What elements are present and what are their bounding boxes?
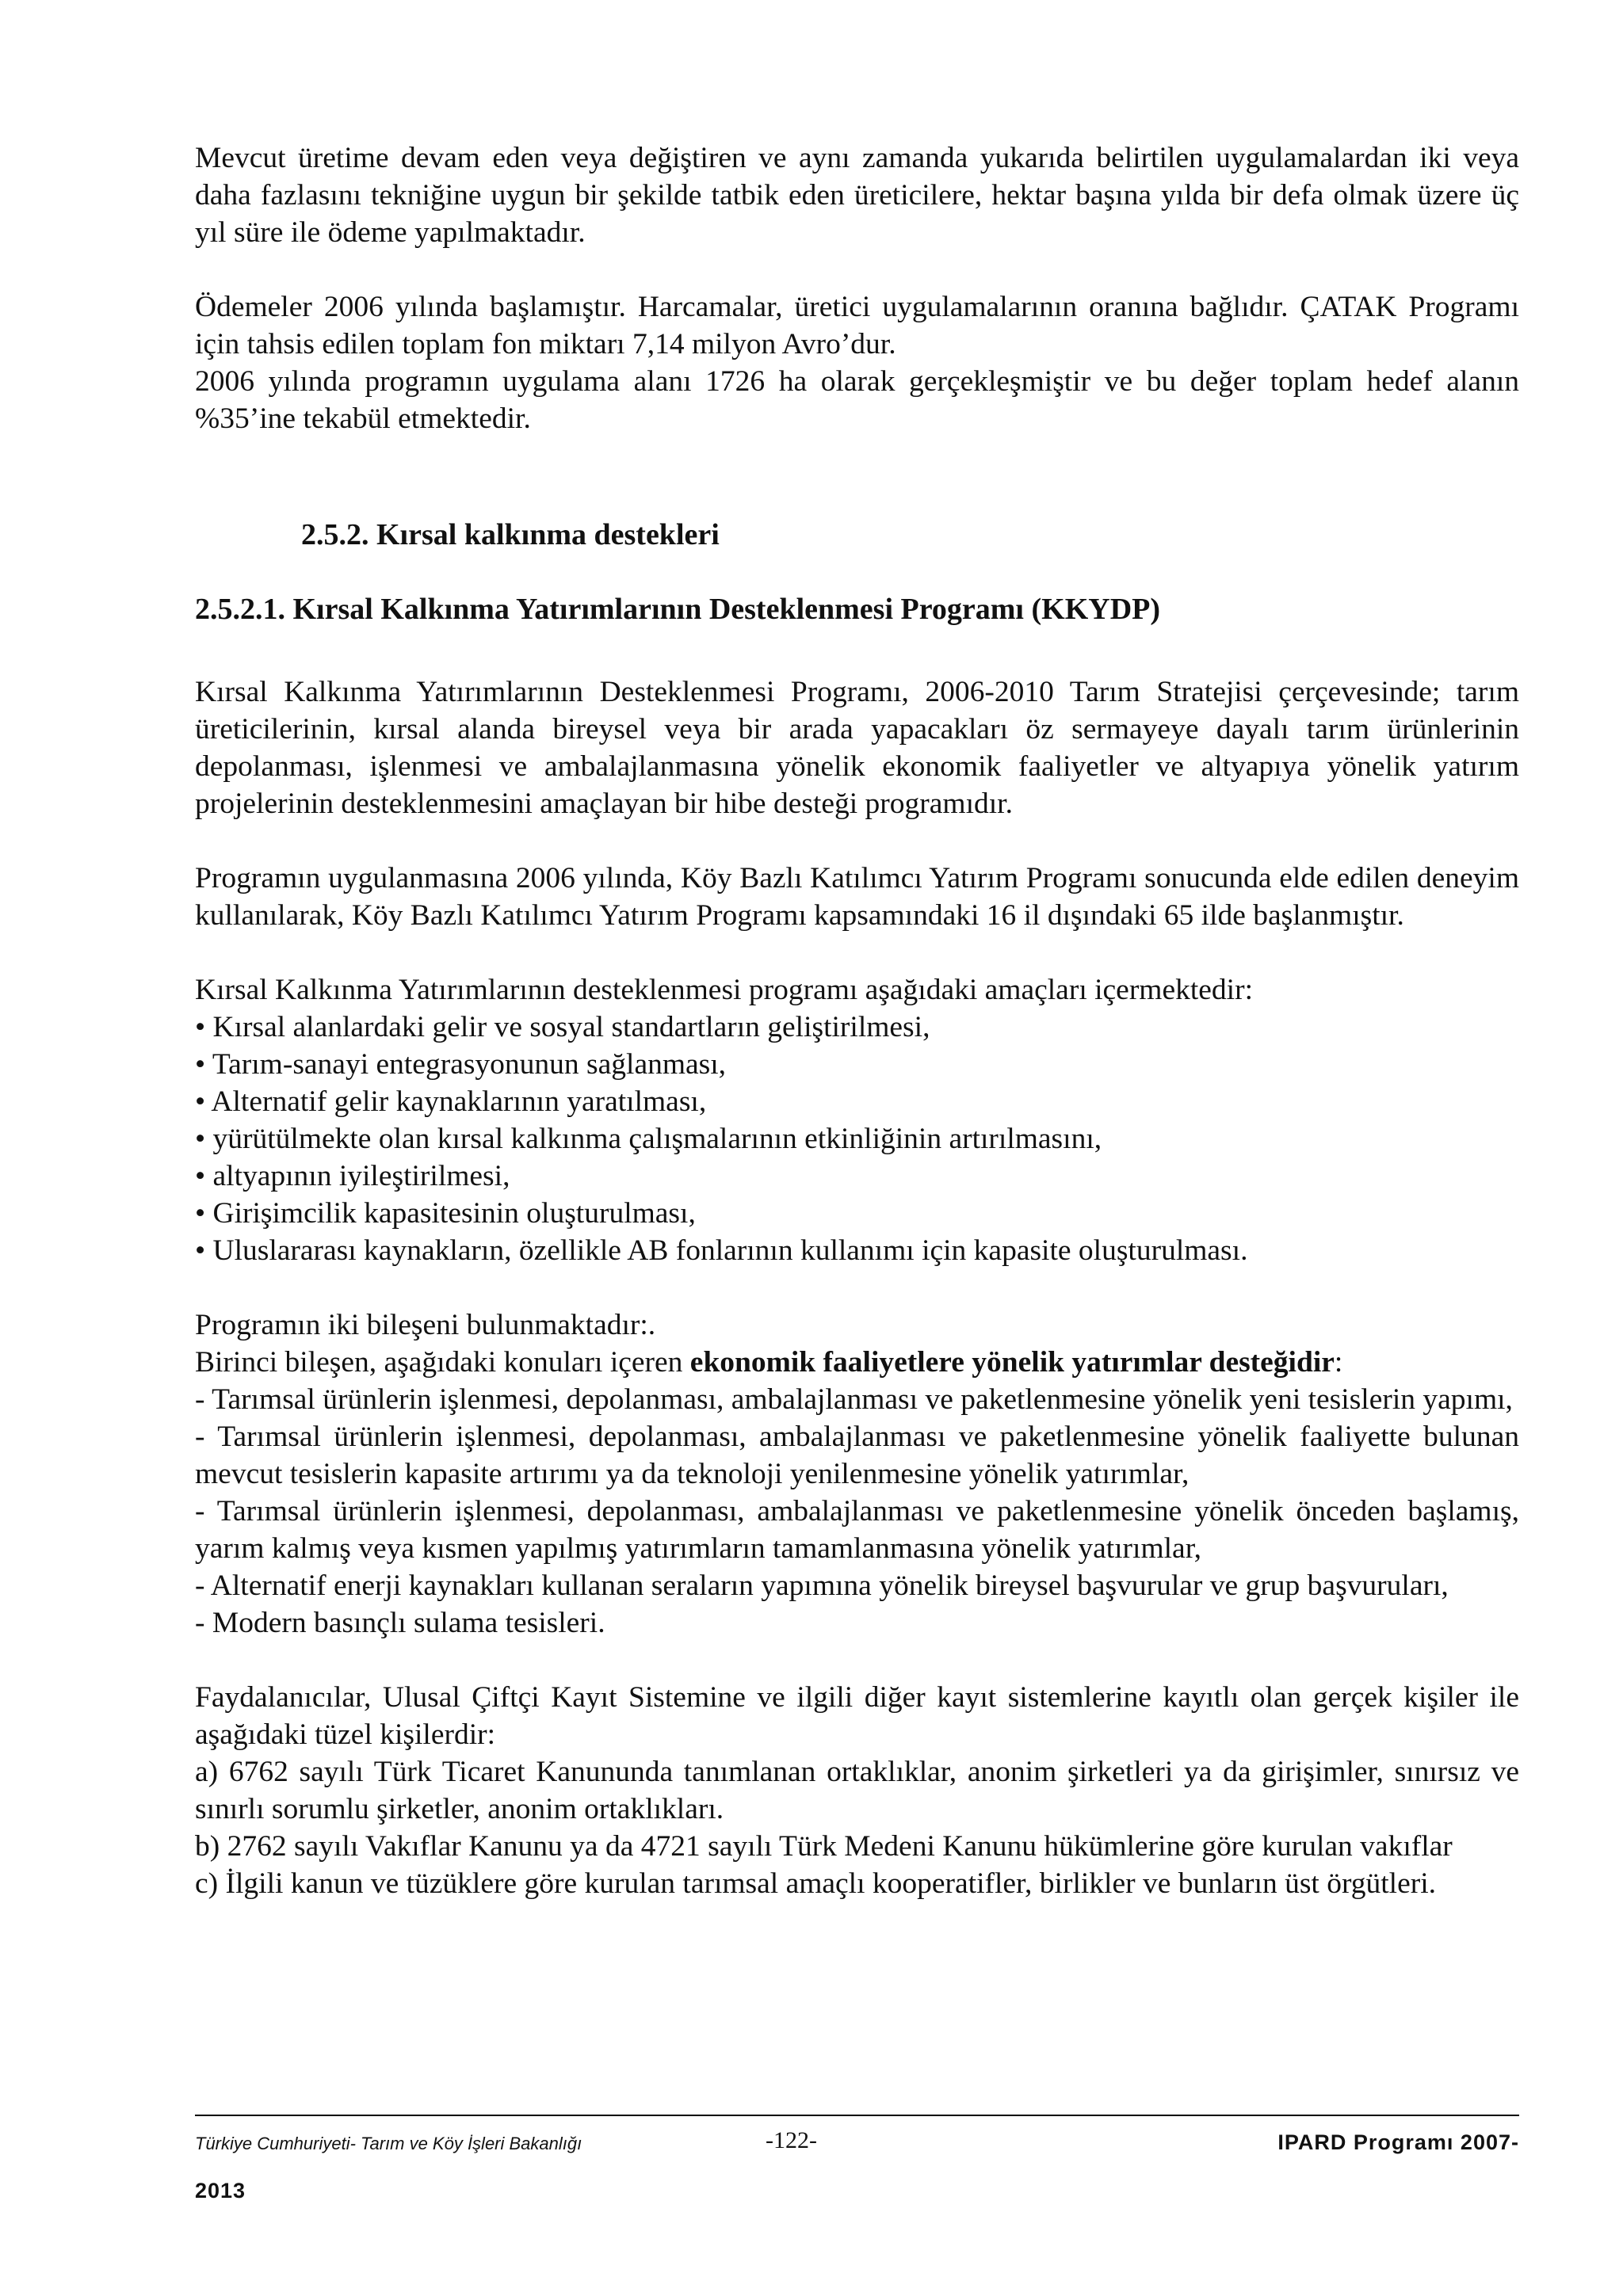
first-component-bold: ekonomik faaliyetlere yönelik yatırımlar desteğidir bbox=[689, 1346, 1335, 1379]
kkydp-paragraph-2: Programın uygulanmasına 2006 yılında, Köy Bazlı Katılımcı Yatırım Programı sonucunda elde edilen deneyim kullanılarak, Köy Bazlı Katılımcı Yatırım Programı kapsamındaki 16 il dışındaki 65 ilde başlanmıştır. bbox=[195, 862, 1519, 932]
list-item: • Tarım-sanayi entegrasyonunun sağlanması, bbox=[195, 1048, 727, 1081]
list-item: • Uluslararası kaynakların, özellikle AB fonlarının kullanımı için kapasite oluşturulması. bbox=[195, 1234, 1248, 1267]
intro-paragraph-1: Mevcut üretime devam eden veya değiştiren ve aynı zamanda yukarıda belirtilen uygulamalardan iki veya daha fazlasını tekniğine uygun bir şekilde tatbik eden üreticilere, hektar başına yılda bir defa olmak üzere üç yıl süre ile ödeme yapılmaktadır. bbox=[195, 142, 1519, 249]
list-item: - Alternatif enerji kaynakları kullanan seraların yapımına yönelik bireysel başvurular ve grup başvuruları, bbox=[195, 1569, 1449, 1602]
first-component-list bbox=[195, 1381, 1519, 1642]
section-heading-2-5-2-1: 2.5.2.1. Kırsal Kalkınma Yatırımlarının Desteklenmesi Programı (KKYDP) bbox=[195, 593, 1161, 626]
section-heading-2-5-2: 2.5.2. Kırsal kalkınma destekleri bbox=[301, 518, 720, 551]
list-item: • yürütülmekte olan kırsal kalkınma çalışmalarının etkinliğinin artırılmasını, bbox=[195, 1123, 1102, 1155]
list-item: • Alternatif gelir kaynaklarının yaratılması, bbox=[195, 1085, 707, 1118]
intro-paragraph-3: 2006 yılında programın uygulama alanı 1726 ha olarak gerçekleşmiştir ve bu değer toplam hedef alanın %35’ine tekabül etmektedir. bbox=[195, 365, 1519, 435]
footer-program: IPARD Programı 2007- bbox=[1277, 2130, 1519, 2154]
footer-divider bbox=[195, 2115, 1519, 2116]
list-item: - Modern basınçlı sulama tesisleri. bbox=[195, 1607, 605, 1639]
page-number: -122- bbox=[766, 2127, 817, 2153]
aims-intro: Kırsal Kalkınma Yatırımlarının desteklenmesi programı aşağıdaki amaçları içermektedir: bbox=[195, 974, 1254, 1006]
list-item: - Tarımsal ürünlerin işlenmesi, depolanması, ambalajlanması ve paketlenmesine yönelik faaliyette bulunan mevcut tesislerin kapasite artırımı ya da teknoloji yenilenmesine yönelik yatırımlar, bbox=[195, 1421, 1519, 1490]
beneficiary-b: b) 2762 sayılı Vakıflar Kanunu ya da 4721 sayılı Türk Medeni Kanunu hükümlerine göre kurulan vakıflar bbox=[195, 1830, 1453, 1863]
kkydp-paragraph-1: Kırsal Kalkınma Yatırımlarının Desteklenmesi Programı, 2006-2010 Tarım Stratejisi çerçevesinde; tarım üreticilerinin, kırsal alanda bireysel veya bir arada yapacakları öz sermayeye dayalı tarım ürünlerinin depolanması, işlenmesi ve ambalajlanmasına yönelik ekonomik faaliyetler ve altyapıya yönelik yatırım projelerinin desteklenmesini amaçlayan bir hibe desteği programıdır. bbox=[195, 676, 1519, 820]
list-item: • altyapının iyileştirilmesi, bbox=[195, 1160, 510, 1192]
list-item: • Girişimcilik kapasitesinin oluşturulması, bbox=[195, 1197, 696, 1230]
list-item: • Kırsal alanlardaki gelir ve sosyal standartların geliştirilmesi, bbox=[195, 1011, 930, 1043]
components-intro: Programın iki bileşeni bulunmaktadır:. bbox=[195, 1309, 656, 1341]
intro-block bbox=[195, 139, 1519, 437]
kkydp-block bbox=[195, 673, 1519, 1902]
beneficiary-c: c) İlgili kanun ve tüzüklere göre kurulan tarımsal amaçlı kooperatifler, birlikler ve bunların üst örgütleri. bbox=[195, 1867, 1437, 1900]
beneficiary-a: a) 6762 sayılı Türk Ticaret Kanununda tanımlanan ortaklıklar, anonim şirketleri ya da girişimler, sınırsız ve sınırlı sorumlu şirketler, anonim ortaklıkları. bbox=[195, 1756, 1519, 1825]
list-item: - Tarımsal ürünlerin işlenmesi, depolanması, ambalajlanması ve paketlenmesine yönelik önceden başlamış, yarım kalmış veya kısmen yapılmış yatırımların tamamlanmasına yönelik yatırımlar, bbox=[195, 1495, 1519, 1565]
list-item: - Tarımsal ürünlerin işlenmesi, depolanması, ambalajlanması ve paketlenmesine yönelik yeni tesislerin yapımı, bbox=[195, 1383, 1513, 1416]
aims-list bbox=[195, 1009, 1519, 1269]
footer-ministry: Türkiye Cumhuriyeti- Tarım ve Köy İşleri Bakanlığı bbox=[195, 2134, 582, 2153]
first-component-suffix: : bbox=[1334, 1346, 1343, 1379]
beneficiaries-intro: Faydalanıcılar, Ulusal Çiftçi Kayıt Sistemine ve ilgili diğer kayıt sistemlerine kayıtlı olan gerçek kişiler ile aşağıdaki tüzel kişilerdir: bbox=[195, 1681, 1519, 1751]
page-footer bbox=[195, 2126, 1519, 2165]
intro-paragraph-2: Ödemeler 2006 yılında başlamıştır. Harcamalar, üretici uygulamalarının oranına bağlıdır. ÇATAK Programı için tahsis edilen toplam fon miktarı 7,14 milyon Avro’dur. bbox=[195, 291, 1519, 360]
first-component bbox=[195, 1344, 1519, 1381]
footer-year: 2013 bbox=[195, 2179, 246, 2203]
first-component-prefix: Birinci bileşen, aşağıdaki konuları içeren bbox=[195, 1346, 690, 1379]
